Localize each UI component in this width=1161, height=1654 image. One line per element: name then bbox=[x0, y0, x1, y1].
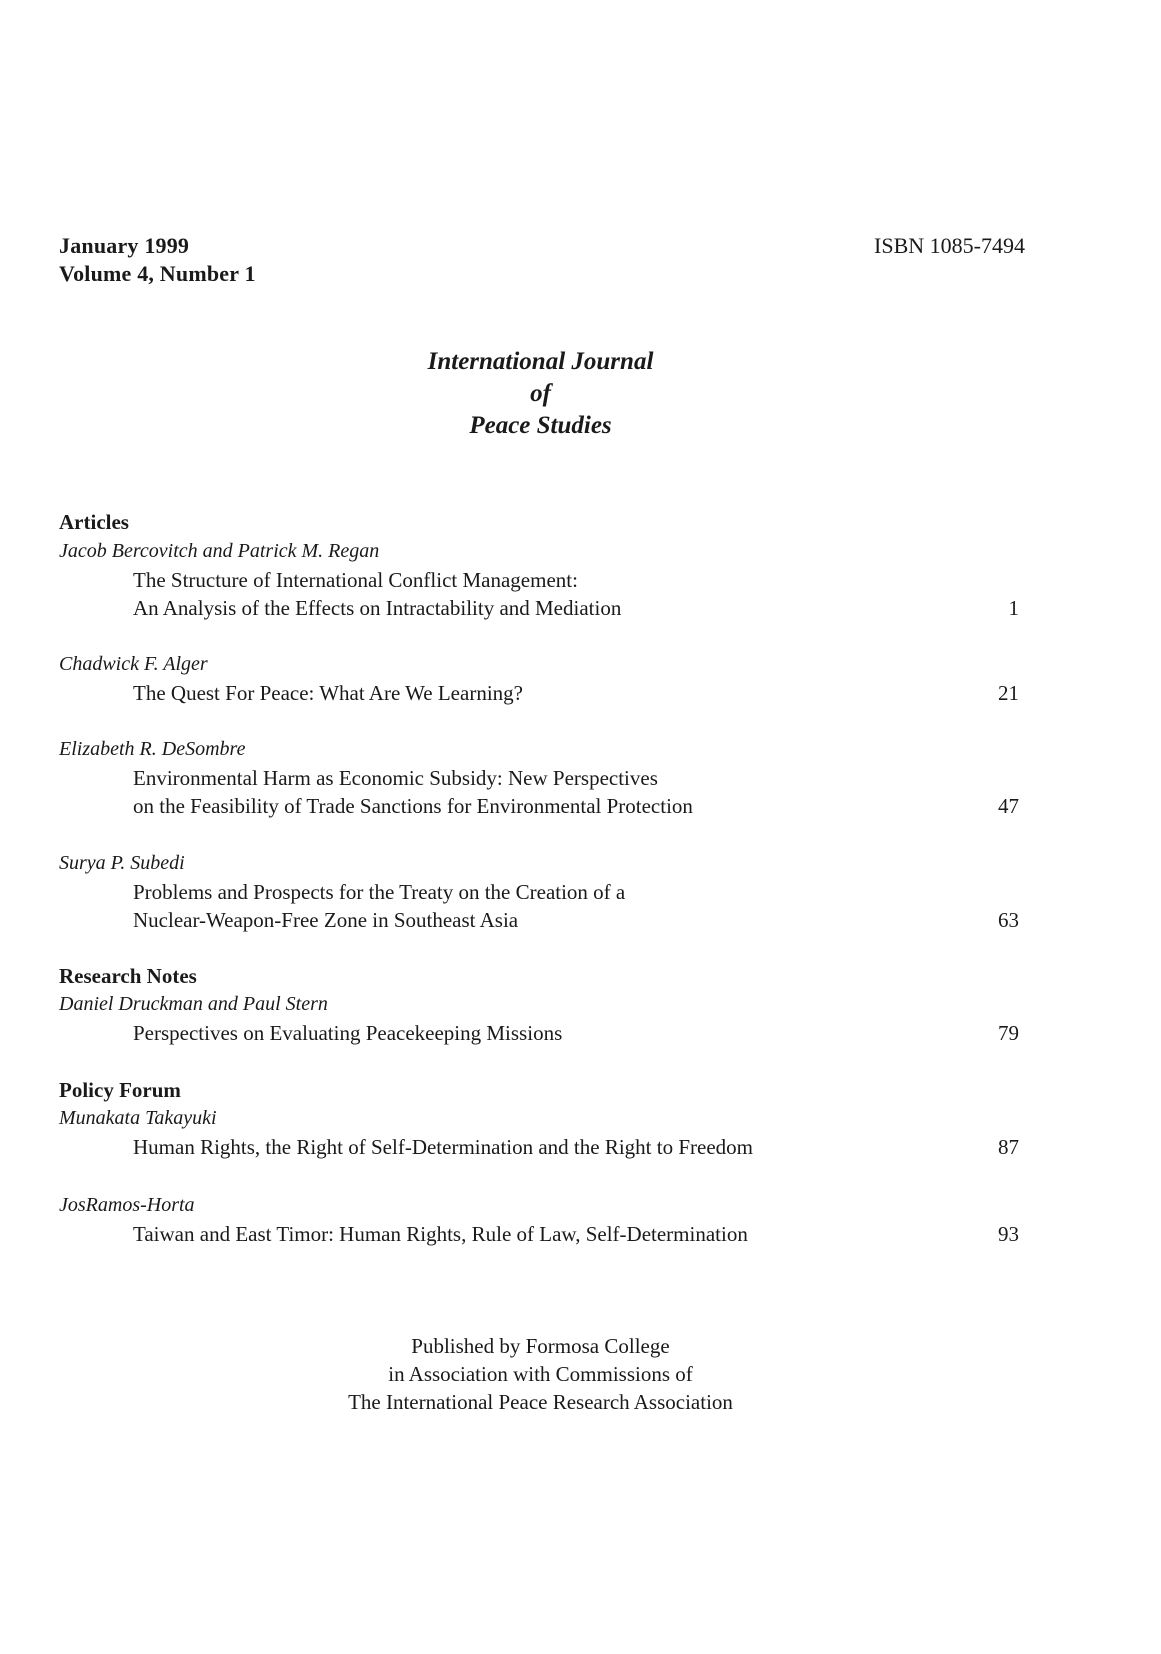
article-page-number: 79 bbox=[998, 1021, 1019, 1045]
article-author: Surya P. Subedi bbox=[59, 852, 185, 874]
section-heading-articles: Articles bbox=[59, 510, 129, 534]
article-title-line: Perspectives on Evaluating Peacekeeping Missions bbox=[133, 1021, 563, 1045]
publisher-line-2: in Association with Commissions of bbox=[388, 1362, 693, 1386]
article-title-line: An Analysis of the Effects on Intractability and Mediation bbox=[133, 596, 622, 620]
article-author: Jacob Bercovitch and Patrick M. Regan bbox=[59, 540, 380, 562]
article-page-number: 47 bbox=[998, 794, 1019, 818]
journal-title bbox=[0, 346, 1081, 442]
article-page-number: 63 bbox=[998, 908, 1019, 932]
issue-date: January 1999 bbox=[59, 233, 190, 258]
article-title-line: Environmental Harm as Economic Subsidy: New Perspectives bbox=[133, 766, 658, 790]
article-title-line: The Quest For Peace: What Are We Learning? bbox=[133, 681, 523, 705]
article-title-line: The Structure of International Conflict Management: bbox=[133, 568, 578, 592]
publisher-line-1: Published by Formosa College bbox=[411, 1334, 670, 1358]
article-page-number: 87 bbox=[998, 1135, 1019, 1159]
article-author: Elizabeth R. DeSombre bbox=[59, 738, 246, 760]
journal-title-line-1: International Journal bbox=[427, 348, 654, 375]
publisher-line-3: The International Peace Research Association bbox=[348, 1390, 733, 1414]
publisher-info bbox=[0, 1332, 1081, 1416]
article-title-line: Human Rights, the Right of Self-Determination and the Right to Freedom bbox=[133, 1135, 753, 1159]
article-title-line: Nuclear-Weapon-Free Zone in Southeast Asia bbox=[133, 908, 519, 932]
journal-title-line-3: Peace Studies bbox=[469, 412, 612, 439]
article-page-number: 1 bbox=[1008, 596, 1019, 620]
article-page-number: 21 bbox=[998, 681, 1019, 705]
article-title-line: on the Feasibility of Trade Sanctions for Environmental Protection bbox=[133, 794, 693, 818]
article-author: Munakata Takayuki bbox=[59, 1107, 217, 1129]
article-author: JosRamos-Horta bbox=[59, 1194, 195, 1216]
article-author: Daniel Druckman and Paul Stern bbox=[59, 993, 328, 1015]
section-heading-policy-forum: Policy Forum bbox=[59, 1078, 181, 1102]
issue-volume: Volume 4, Number 1 bbox=[59, 261, 256, 286]
article-title-line: Problems and Prospects for the Treaty on the Creation of a bbox=[133, 880, 626, 904]
article-title-line: Taiwan and East Timor: Human Rights, Rule of Law, Self-Determination bbox=[133, 1222, 748, 1246]
article-page-number: 93 bbox=[998, 1222, 1019, 1246]
article-author: Chadwick F. Alger bbox=[59, 653, 208, 675]
journal-title-line-2: of bbox=[530, 380, 551, 407]
section-heading-research-notes: Research Notes bbox=[59, 964, 197, 988]
isbn-number: ISBN 1085-7494 bbox=[874, 233, 1025, 258]
